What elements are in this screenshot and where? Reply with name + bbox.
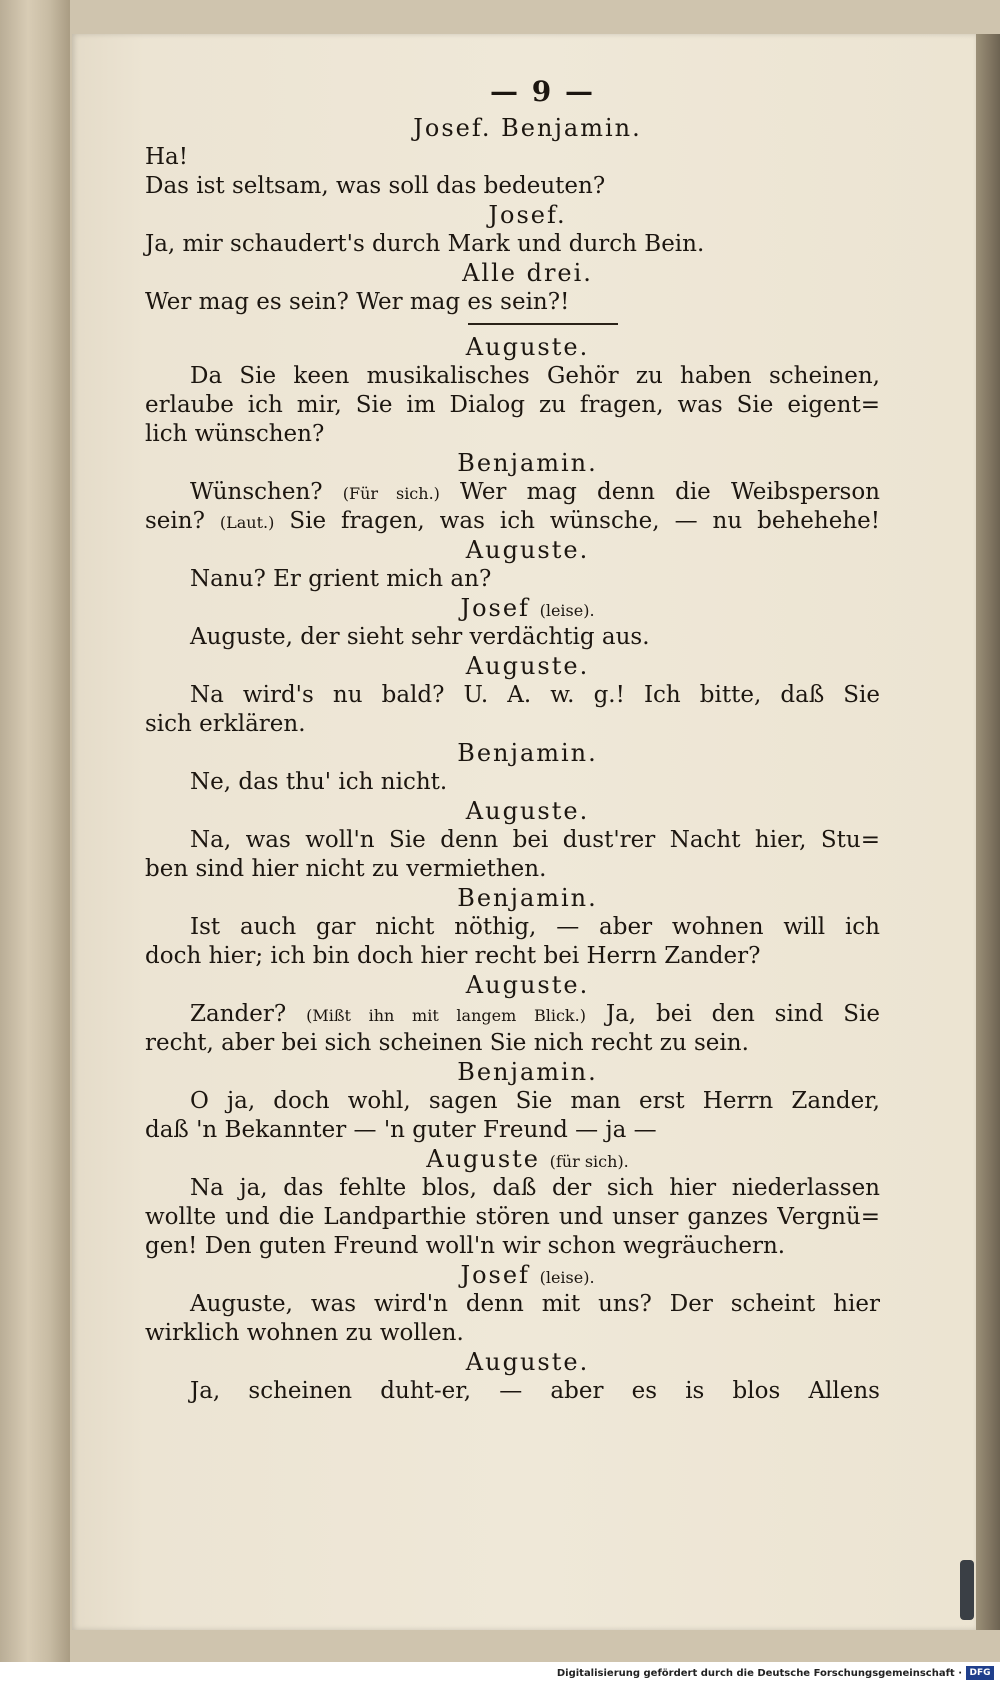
speaker-label: Auguste	[426, 1145, 540, 1173]
speaker-label: Josef	[460, 1261, 530, 1289]
speaker-name	[175, 536, 880, 565]
speaker-label: Auguste.	[465, 536, 590, 564]
dialogue-line: wirklich wohnen zu wollen.	[145, 1320, 464, 1346]
speaker-label: Alle drei.	[462, 259, 593, 287]
dialogue-line: Wer mag es sein? Wer mag es sein?!	[145, 289, 570, 315]
speaker-label: Josef.	[488, 201, 567, 229]
speaker-label: Auguste.	[465, 971, 590, 999]
dialogue-line: recht, aber bei sich scheinen Sie nich recht zu sein.	[145, 1030, 749, 1056]
dialogue-line: Ist auch gar nicht nöthig, — aber wohnen will ich	[190, 914, 880, 940]
speaker-name	[175, 971, 880, 1000]
stage-direction: (leise).	[539, 601, 595, 620]
stage-direction: (leise).	[539, 1268, 595, 1287]
dialogue-text: sein?	[145, 508, 220, 534]
dialogue-line	[145, 1000, 880, 1029]
speaker-label: Auguste.	[465, 797, 590, 825]
speaker-name	[175, 1058, 880, 1087]
dialogue-line: Nanu? Er grient mich an?	[190, 566, 492, 592]
dialogue-line: doch hier; ich bin doch hier recht bei Herrn Zander?	[145, 943, 761, 969]
speaker-name	[175, 259, 880, 288]
dialogue-line: Auguste, der sieht sehr verdächtig aus.	[190, 624, 650, 650]
speaker-name	[175, 739, 880, 768]
dialogue-line: Na ja, das fehlte blos, daß der sich hier niederlassen	[190, 1175, 880, 1201]
dialogue-line: gen! Den guten Freund woll'n wir schon wegräuchern.	[145, 1233, 786, 1259]
speaker-label: Auguste.	[465, 652, 590, 680]
dialogue-line: Ha!	[145, 144, 189, 170]
book-spine	[0, 0, 70, 1662]
scan-artifact	[960, 1560, 974, 1620]
dialogue-text: Wer mag denn die Weibsperson	[439, 479, 880, 505]
speaker-label: Josef. Benjamin.	[413, 114, 642, 142]
speaker-label: Benjamin.	[457, 884, 598, 912]
dialogue-line: Na wird's nu bald? U. A. w. g.! Ich bitte, daß Sie	[190, 682, 880, 708]
footer-bar	[0, 1662, 1000, 1690]
dialogue-line: Ja, scheinen duht-er, — aber es is blos Allens	[190, 1378, 880, 1404]
speaker-label: Benjamin.	[457, 739, 598, 767]
stage-direction: (Laut.)	[219, 513, 275, 532]
dialogue-line: wollte und die Landparthie stören und unser ganzes Vergnü=	[145, 1204, 880, 1230]
speaker-label: Josef	[460, 594, 530, 622]
speaker-name	[175, 594, 880, 623]
speaker-label: Benjamin.	[457, 449, 598, 477]
stage-direction: (Mißt ihn mit langem Blick.)	[306, 1006, 586, 1025]
dialogue-line: daß 'n Bekannter — 'n guter Freund — ja —	[145, 1117, 657, 1143]
speaker-name	[175, 201, 880, 230]
speaker-name	[175, 333, 880, 362]
dialogue-line: ben sind hier nicht zu vermiethen.	[145, 856, 547, 882]
dialogue-line: Na, was woll'n Sie denn bei dust'rer Nacht hier, Stu=	[190, 827, 880, 853]
dialogue-line: Ja, mir schaudert's durch Mark und durch Bein.	[145, 231, 705, 257]
speaker-name	[175, 1145, 880, 1174]
dialogue-line: lich wünschen?	[145, 421, 325, 447]
page-text	[145, 70, 880, 1406]
dialogue-line: O ja, doch wohl, sagen Sie man erst Herrn Zander,	[190, 1088, 880, 1114]
page-number: — 9 —	[490, 75, 595, 108]
speaker-name	[175, 449, 880, 478]
speaker-name	[175, 797, 880, 826]
dfg-logo-icon: DFG	[966, 1666, 994, 1680]
speaker-name	[175, 114, 880, 143]
section-divider	[468, 323, 618, 325]
speaker-name	[175, 1348, 880, 1377]
dialogue-line: Das ist seltsam, was soll das bedeuten?	[145, 173, 606, 199]
speaker-label: Auguste.	[465, 1348, 590, 1376]
speaker-name	[175, 1261, 880, 1290]
dialogue-line: erlaube ich mir, Sie im Dialog zu fragen, was Sie eigent=	[145, 392, 880, 418]
stage-direction: (für sich).	[549, 1152, 629, 1171]
speaker-name	[175, 884, 880, 913]
stage-direction: (Für sich.)	[342, 484, 440, 503]
dialogue-line: Da Sie keen musikalisches Gehör zu haben scheinen,	[190, 363, 880, 389]
page-edge	[976, 34, 1000, 1630]
dialogue-line: Auguste, was wird'n denn mit uns? Der scheint hier	[190, 1291, 880, 1317]
speaker-label: Benjamin.	[457, 1058, 598, 1086]
dialogue-text: Zander?	[190, 1001, 307, 1027]
dialogue-line	[145, 478, 880, 507]
dialogue-text: Wünschen?	[190, 479, 343, 505]
speaker-label: Auguste.	[465, 333, 590, 361]
dialogue-line: sich erklären.	[145, 711, 306, 737]
funding-credit: Digitalisierung gefördert durch die Deutsche Forschungsgemeinschaft ·	[556, 1668, 962, 1679]
dialogue-line: Ne, das thu' ich nicht.	[190, 769, 448, 795]
speaker-name	[175, 652, 880, 681]
dialogue-text: Ja, bei den sind Sie	[585, 1001, 881, 1027]
dialogue-line	[145, 507, 880, 536]
dialogue-text: Sie fragen, was ich wünsche, — nu behehehe!	[274, 508, 880, 534]
